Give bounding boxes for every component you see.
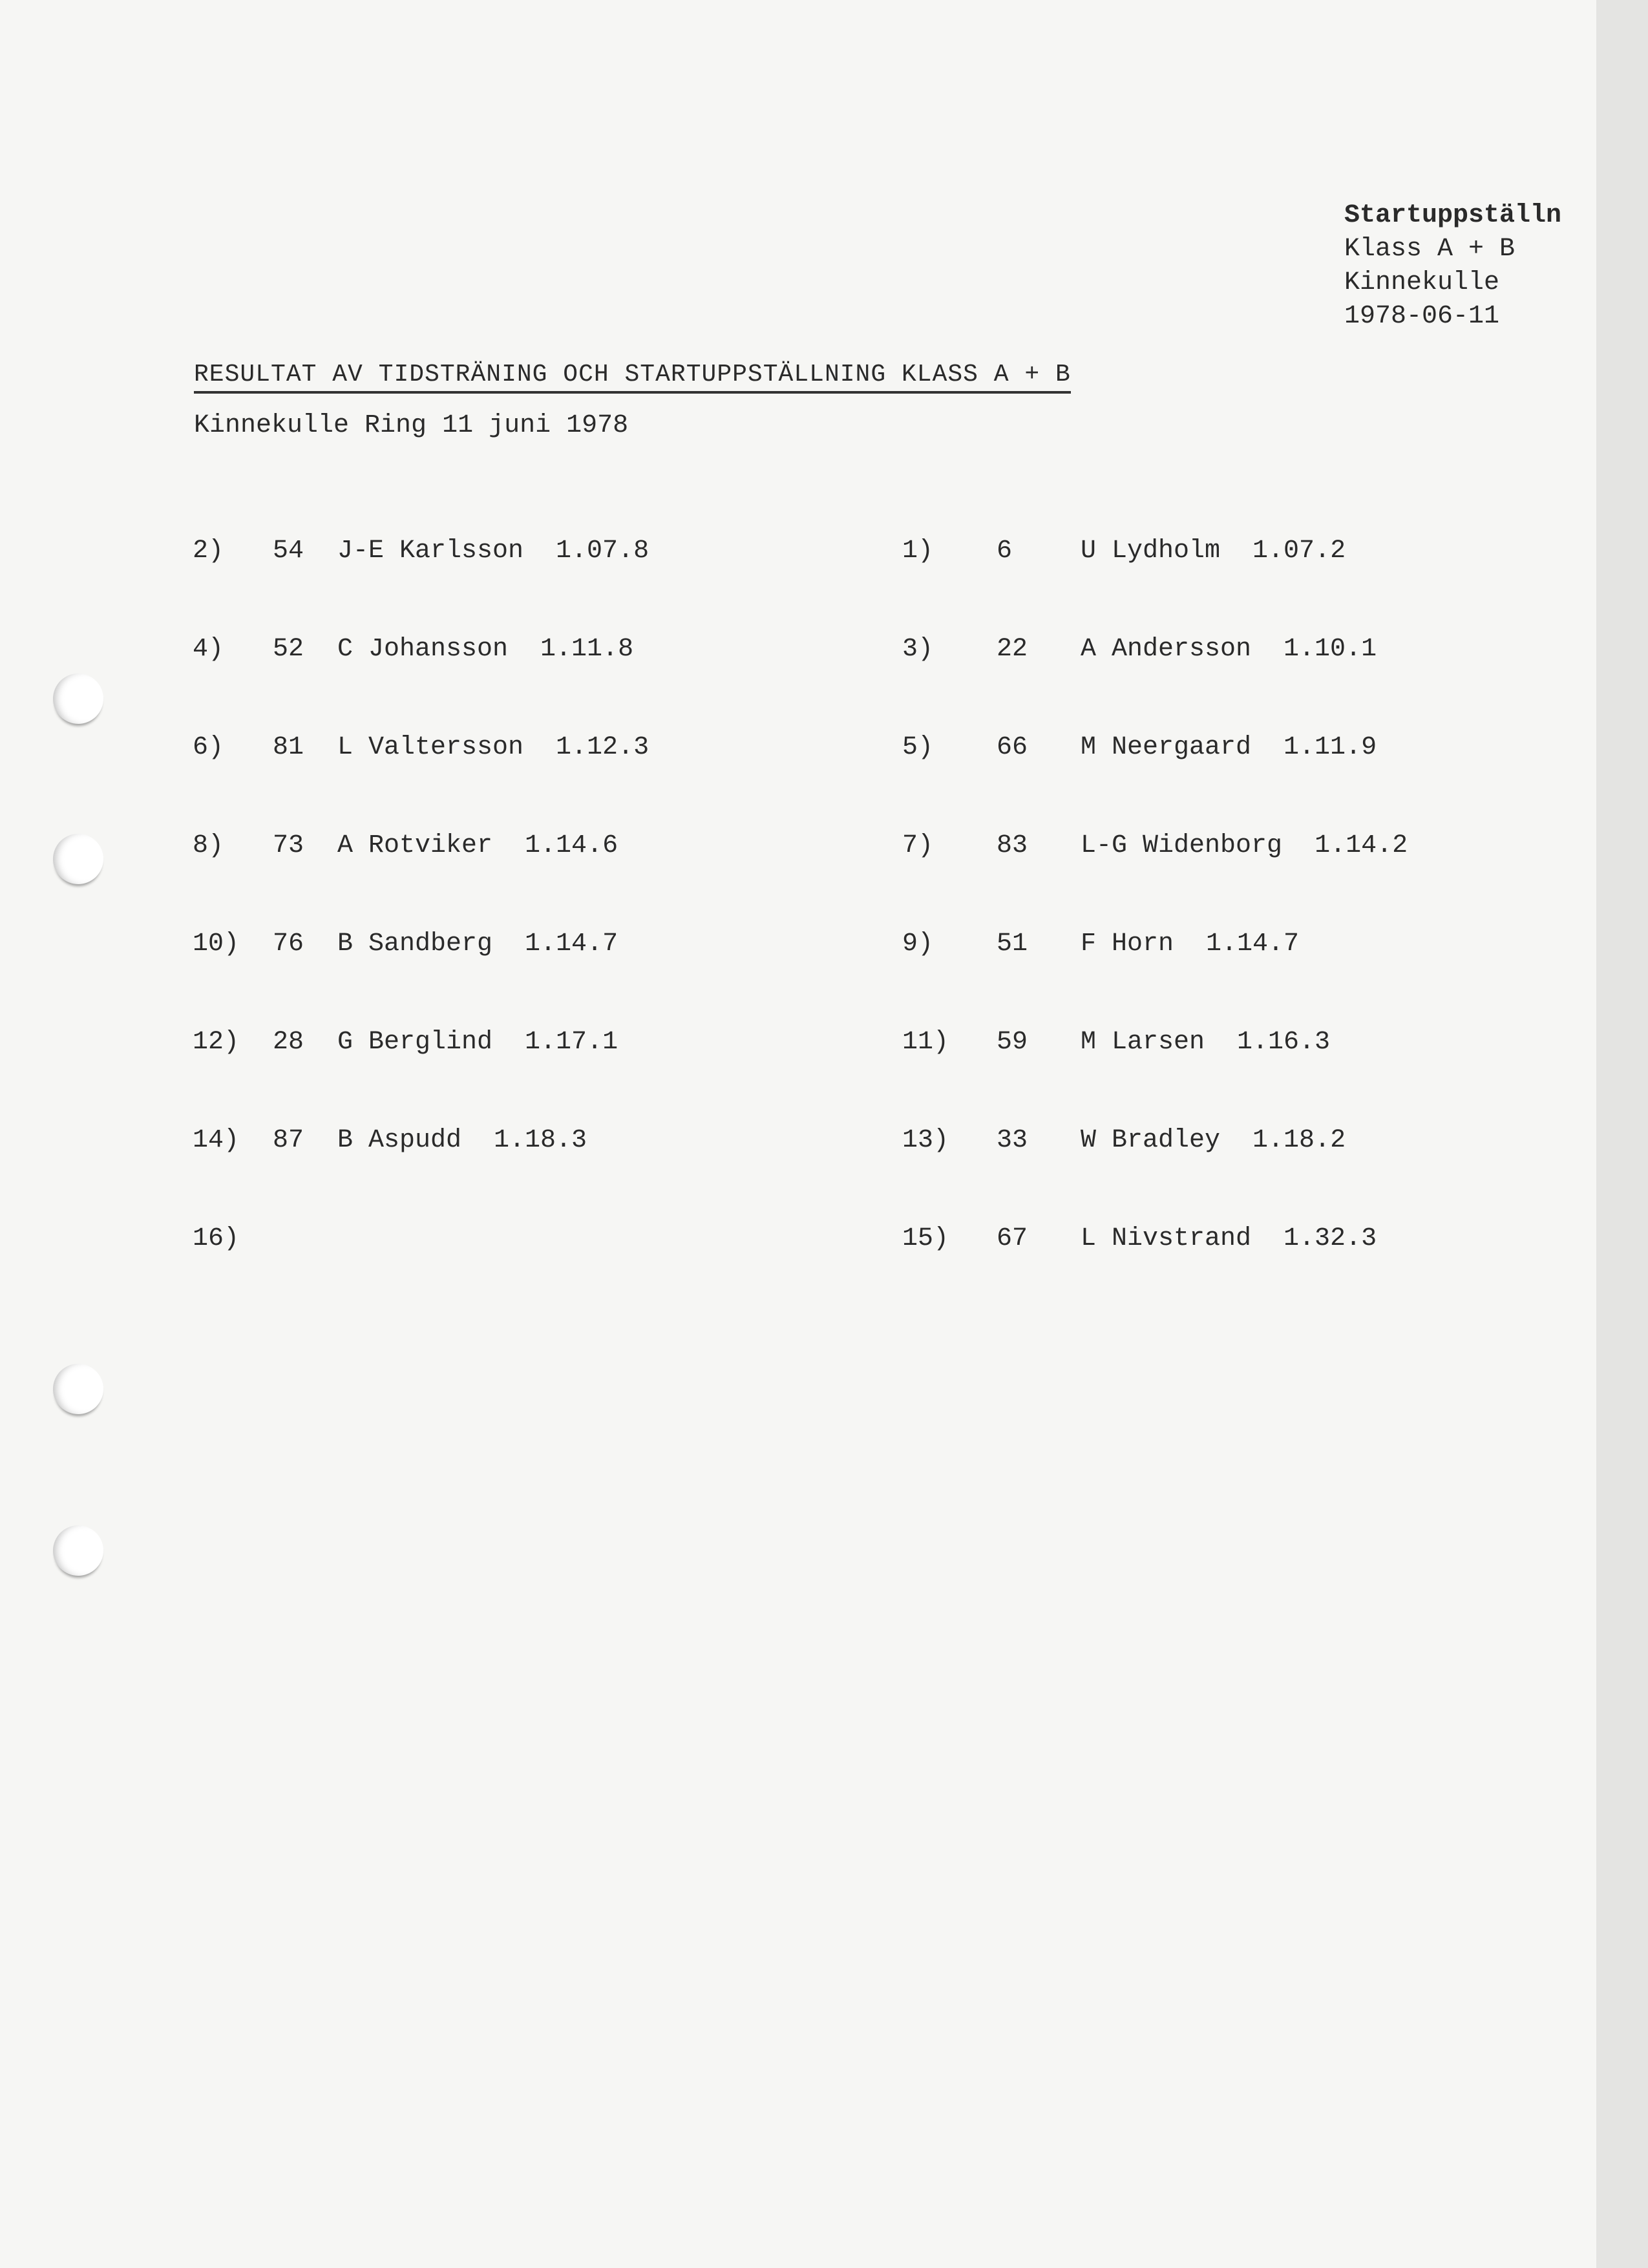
position: 8) <box>193 831 224 860</box>
position: 14) <box>193 1126 240 1155</box>
punch-hole <box>53 1364 103 1414</box>
header-line-4: 1978-06-11 <box>1344 302 1500 331</box>
driver-entry <box>1081 635 1377 664</box>
driver-name: W Bradley <box>1081 1126 1221 1155</box>
car-number: 33 <box>997 1126 1028 1155</box>
driver-entry <box>337 1126 587 1155</box>
driver-name: M Larsen <box>1081 1028 1205 1057</box>
position: 9) <box>902 929 934 959</box>
driver-name: U Lydholm <box>1081 536 1221 566</box>
lap-time: 1.18.2 <box>1252 1126 1346 1155</box>
lap-time: 1.12.3 <box>556 733 650 762</box>
car-number: 59 <box>997 1028 1028 1057</box>
car-number: 28 <box>273 1028 304 1057</box>
position: 5) <box>902 733 934 762</box>
car-number: 83 <box>997 831 1028 860</box>
driver-entry <box>337 831 618 860</box>
driver-name: F Horn <box>1081 929 1174 959</box>
driver-name: B Sandberg <box>337 929 493 959</box>
position: 15) <box>902 1224 949 1253</box>
lap-time: 1.07.2 <box>1252 536 1346 566</box>
driver-entry <box>1081 831 1408 860</box>
driver-entry <box>337 536 649 566</box>
page-edge <box>1596 0 1648 2268</box>
position: 13) <box>902 1126 949 1155</box>
position: 10) <box>193 929 240 959</box>
car-number: 51 <box>997 929 1028 959</box>
driver-entry <box>1081 1224 1377 1253</box>
driver-name: C Johansson <box>337 635 509 664</box>
driver-entry <box>337 929 618 959</box>
driver-entry <box>1081 1028 1330 1057</box>
position: 6) <box>193 733 224 762</box>
car-number: 52 <box>273 635 304 664</box>
driver-entry <box>337 733 649 762</box>
driver-name: L Nivstrand <box>1081 1224 1252 1253</box>
car-number: 76 <box>273 929 304 959</box>
lap-time: 1.16.3 <box>1237 1028 1331 1057</box>
car-number: 73 <box>273 831 304 860</box>
lap-time: 1.10.1 <box>1284 635 1377 664</box>
lap-time: 1.11.9 <box>1284 733 1377 762</box>
lap-time: 1.32.3 <box>1284 1224 1377 1253</box>
document-title: RESULTAT AV TIDSTRÄNING OCH STARTUPPSTÄLLNING KLASS A + B <box>194 361 1071 394</box>
lap-time: 1.14.2 <box>1315 831 1408 860</box>
lap-time: 1.11.8 <box>540 635 634 664</box>
car-number: 6 <box>997 536 1013 566</box>
header-line-3: Kinnekulle <box>1344 268 1500 297</box>
driver-name: B Aspudd <box>337 1126 462 1155</box>
position: 1) <box>902 536 934 566</box>
punch-hole <box>53 834 103 884</box>
driver-name: G Berglind <box>337 1028 493 1057</box>
lap-time: 1.17.1 <box>525 1028 618 1057</box>
driver-name: A Andersson <box>1081 635 1252 664</box>
lap-time: 1.14.7 <box>1206 929 1300 959</box>
position: 3) <box>902 635 934 664</box>
document-subtitle: Kinnekulle Ring 11 juni 1978 <box>194 411 629 440</box>
position: 2) <box>193 536 224 566</box>
position: 11) <box>902 1028 949 1057</box>
driver-entry <box>1081 733 1377 762</box>
driver-entry <box>337 635 633 664</box>
driver-name: L-G Widenborg <box>1081 831 1283 860</box>
driver-entry <box>1081 1126 1346 1155</box>
position: 4) <box>193 635 224 664</box>
car-number: 81 <box>273 733 304 762</box>
driver-name: M Neergaard <box>1081 733 1252 762</box>
car-number: 87 <box>273 1126 304 1155</box>
punch-hole <box>53 673 103 724</box>
header-block <box>1344 199 1561 334</box>
car-number: 67 <box>997 1224 1028 1253</box>
lap-time: 1.07.8 <box>556 536 650 566</box>
punch-hole <box>53 1525 103 1576</box>
lap-time: 1.14.6 <box>525 831 618 860</box>
position: 12) <box>193 1028 240 1057</box>
driver-name: J-E Karlsson <box>337 536 524 566</box>
header-line-2: Klass A + B <box>1344 235 1516 264</box>
driver-name: A Rotviker <box>337 831 493 860</box>
car-number: 66 <box>997 733 1028 762</box>
header-line-1: Startuppställn <box>1344 201 1562 230</box>
position: 16) <box>193 1224 240 1253</box>
car-number: 22 <box>997 635 1028 664</box>
driver-entry <box>337 1028 618 1057</box>
car-number: 54 <box>273 536 304 566</box>
position: 7) <box>902 831 934 860</box>
driver-name: L Valtersson <box>337 733 524 762</box>
driver-entry <box>1081 536 1346 566</box>
lap-time: 1.14.7 <box>525 929 618 959</box>
lap-time: 1.18.3 <box>494 1126 587 1155</box>
driver-entry <box>1081 929 1299 959</box>
